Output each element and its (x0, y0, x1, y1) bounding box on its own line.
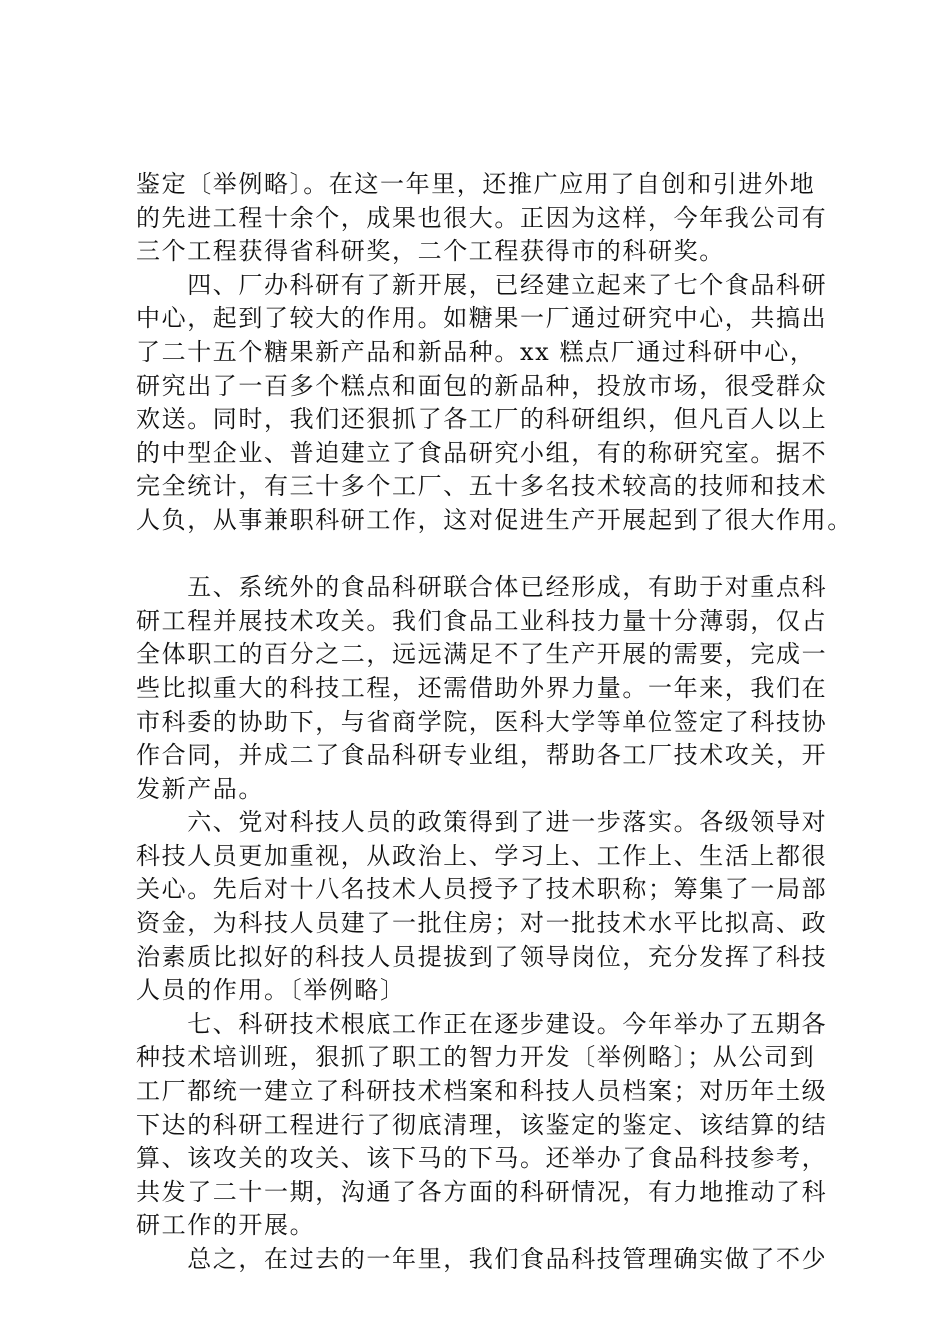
text-line: 关心。先后对十八名技术人员授予了技术职称；筹集了一局部 (136, 875, 828, 904)
text-line: 研工作的开展。 (136, 1211, 316, 1240)
text-line: 人员的作用。〔举例略〕 (136, 976, 406, 1005)
text-line: 六、党对科技人员的政策得到了进一步落实。各级领导对 (136, 808, 828, 837)
text-line: 共发了二十一期，沟通了各方面的科研情况，有力地推动了科 (136, 1177, 828, 1206)
text-line: 中心，起到了较大的作用。如糖果一厂通过研究中心，共搞出 (136, 304, 828, 333)
text-line: 总之，在过去的一年里，我们食品科技管理确实做了不少 (136, 1245, 828, 1273)
text-line: 全体职工的百分之二，远远满足不了生产开展的需要，完成一 (136, 640, 828, 669)
text-line: 五、系统外的食品科研联合体已经形成，有助于对重点科 (136, 573, 828, 602)
text-line: 欢送。同时，我们还狠抓了各工厂的科研组织，但凡百人以上 (136, 405, 828, 434)
text-line: 下达的科研工程进行了彻底清理，该鉴定的鉴定、该结算的结 (136, 1110, 828, 1139)
text-line: 些比拟重大的科技工程，还需借助外界力量。一年来，我们在 (136, 673, 828, 702)
text-line: 的先进工程十余个，成果也很大。正因为这样，今年我公司有 (136, 203, 828, 232)
text-line: 科技人员更加重视，从政治上、学习上、工作上、生活上都很 (136, 841, 828, 870)
text-line: 鉴定〔举例略〕。在这一年里，还推广应用了自创和引进外地 (136, 170, 816, 198)
text-line: 治素质比拟好的科技人员提拔到了领导岗位，充分发挥了科技 (136, 942, 828, 971)
text-line: 了二十五个糖果新产品和新品种。xx 糕点厂通过科研中心， (136, 337, 816, 366)
text-line: 作合同，并成二了食品科研专业组，帮助各工厂技术攻关，开 (136, 741, 828, 770)
text-line: 四、厂办科研有了新开展，已经建立起来了七个食品科研 (136, 270, 828, 299)
text-line: 人负，从事兼职科研工作，这对促进生产开展起到了很大作用。 (136, 505, 853, 534)
document-body (136, 168, 853, 1277)
text-line: 的中型企业、普迫建立了食品研究小组，有的称研究室。据不 (136, 438, 828, 467)
paragraph-gap (136, 538, 836, 572)
text-line: 工厂都统一建立了科研技术档案和科技人员档案；对历年土级 (136, 1077, 828, 1106)
text-line: 种技术培训班，狠抓了职工的智力开发〔举例略〕；从公司到 (136, 1043, 816, 1072)
text-line: 完全统计，有三十多个工厂、五十多名技术较高的技师和技术 (136, 472, 828, 501)
text-line: 研究出了一百多个糕点和面包的新品种，投放市场，很受群众 (136, 371, 828, 400)
text-line: 资金，为科技人员建了一批住房；对一批技术水平比拟高、政 (136, 909, 828, 938)
text-line: 市科委的协助下，与省商学院，医科大学等单位签定了科技协 (136, 707, 828, 736)
text-line: 七、科研技术根底工作正在逐步建设。今年举办了五期各 (136, 1009, 828, 1038)
text-line: 研工程并展技术攻关。我们食品工业科技力量十分薄弱，仅占 (136, 606, 828, 635)
text-line: 发新产品。 (136, 774, 264, 803)
text-line: 三个工程获得省科研奖，二个工程获得市的科研奖。 (136, 237, 725, 266)
text-line: 算、该攻关的攻关、该下马的下马。还举办了食品科技参考， (136, 1144, 828, 1173)
